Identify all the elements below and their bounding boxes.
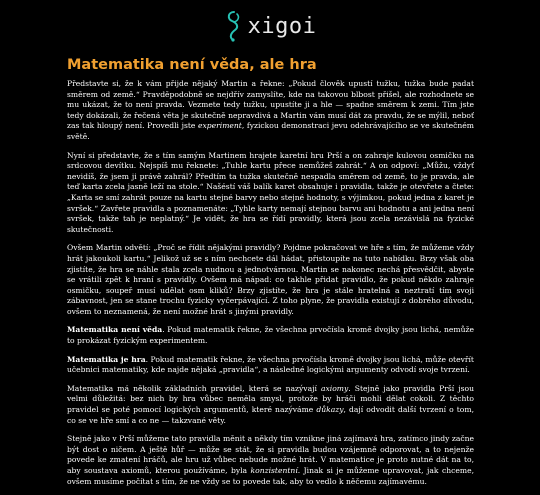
paragraph-5-strong: Matematika je hra	[67, 354, 146, 364]
paragraph-7-text-b: . Jinak si je můžeme upravovat, jak chceme, ovšem musíme počítat s tím, že ne vždy se to povede tak, aby to vedlo k něčemu zajímavému.	[67, 466, 474, 486]
site-header	[0, 6, 540, 46]
paragraph-7-emphasis: konzistentní	[250, 466, 298, 475]
paragraph-3: Ovšem Martin odvětí: „Proč se řídit nějakými pravidly? Pojdme pokračovat ve hře s tím, že můžeme vždy hrát jakoukoli kartu.“ Jelikož už se s ním nechcete dál hádat, přistoupíte na tuto nabídku. Brzy však oba zjistíte, že hra se náhle stala zcela nudnou a jednotvárnou. Martin se nakonec nechá přesvědčit, abyste se vrátili zpět k hraní s pravidly. Ovšem má nápad: co takhle přidat pravidlo, že pokud někdo zahraje osmičku, soupeř musí udělat osm kliků? Brzy zjistíte, že hra je stále hratelná a neztratí tím svoji zábavnost, jen se stane trochu fyzicky vyčerpávající. Z toho plyne, že pravidla existují z dobrého důvodu, ovšem to neznamená, že není možné hrát s jinými pravidly.	[67, 243, 474, 316]
paragraph-6	[67, 384, 474, 426]
paragraph-6-emphasis-axiomy: axiomy	[320, 383, 349, 393]
paragraph-5	[67, 355, 474, 376]
paragraph-7	[67, 434, 474, 487]
paragraph-6-text-b: . Stejně jako pravidla Prší jsou velmi důležitá: bez nich by hra vůbec neměla smysl, protože by hráči mohli dělat cokoli. Z těchto pravidel se poté pomocí logických argumentů, které nazýváme	[67, 383, 474, 415]
paragraph-4-strong: Matematika není věda	[67, 325, 163, 335]
paragraph-4	[67, 325, 474, 346]
teal-swirl-logo-icon	[224, 10, 244, 42]
paragraph-6-text-a: Matematika má několik základních pravidel, která se nazývají	[67, 383, 321, 393]
article-title: Matematika není věda, ale hra	[67, 57, 317, 73]
paragraph-1	[67, 79, 474, 143]
paragraph-6-emphasis-dukazy: důkazy	[316, 405, 344, 415]
paragraph-7-text-a: Stejně jako v Prší můžeme tato pravidla měnit a někdy tím vznikne jiná zajímavá hra, zatímco jindy začne být dost o ničem. A ještě hůř — může se stát, že si pravidla budou vzájemně odporovat, a to nejenže povede ke zmatení hráčů, ale hru už vůbec nebude možné hrát. V matematice je proto nutné dát na to, aby soustava axiomů, kterou používáme, byla	[67, 434, 474, 475]
paragraph-6-text-c: , dají odvodit další tvrzení o tom, co se ve hře smí a co ne — takzvané věty.	[67, 405, 474, 425]
paragraph-1-emphasis: experiment	[198, 121, 242, 131]
paragraph-4-text: . Pokud matematik řekne, že všechna prvočísla kromě dvojky jsou lichá, nemůže to prokázat fyzickým experimentem.	[67, 325, 474, 346]
paragraph-1-text-a: Představte si, že k vám přijde nějaký Martin a řekne: „Pokud člověk upustí tužku, tužka bude padat směrem od země.“ Pravděpodobně se nejdřív zamyslíte, kde na takovou blbost přišel, ale rozhodnete se mu ukázat, že to není pravda. Vezmete tedy tužku, upustíte ji a hle — spadne směrem k zemi. Tím jste tedy dokázali, že řečená věta je skutečně nepravdivá a Martin vám musí dát za pravdu, že se mýlil, neboť zas tak hloupý není. Provedli jste	[67, 79, 474, 131]
paragraph-2: Nyní si představte, že s tím samým Martinem hrajete karetní hru Prší a on zahraje kulovou osmičku na srdcovou devítku. Nejspíš mu řeknete: „Tuhle kartu přece nemůžeš zahrát.“ A on odpoví: „Můžu, vždyť nevidíš, že jsem ji právě zahrál? Předtím ta tužka skutečně nespadla směrem od země, to je pravda, ale teď karta zcela jasně leží na stole.“ Našéstí váš balík karet obsahuje i pravidla, takže je otevřete a čtete: „Karta se smí zahrát pouze na kartu stejné barvy nebo stejné hodnoty, s výjimkou, pokud jedna z karet je svršek.“ Zavřete pravidla a poznamenáte: „Tyhle karty nemají stejnou barvu ani hodnotu a ani jedna není svršek, takže tah je neplatný.“ Je vidět, že hra se řídí pravidly, která jsou zcela nezávislá na fyzické skutečnosti.	[67, 150, 474, 234]
article	[67, 56, 474, 495]
paragraph-5-text: . Pokud matematik řekne, že všechna prvočísla kromě dvojky jsou lichá, může otevřít učebnici matematiky, kde najde nějaká „pravidla“, a následné logickými argumenty odvodí svoje tvrzení.	[67, 354, 474, 375]
site-name: xigoi	[247, 13, 317, 39]
paragraph-1-text-b: , fyzickou demonstraci jevu odehrávajícího se ve skutečném světě.	[67, 121, 474, 141]
site-logo[interactable]	[224, 10, 317, 42]
